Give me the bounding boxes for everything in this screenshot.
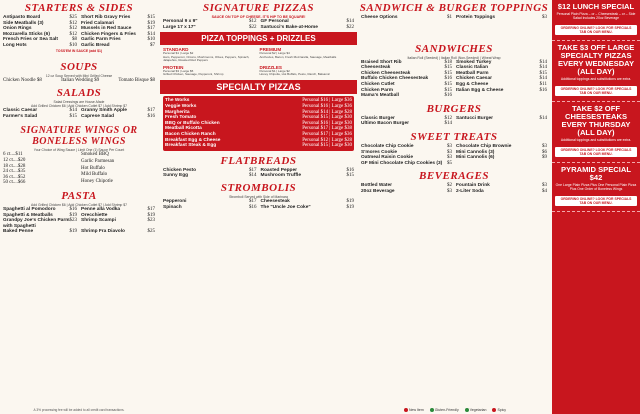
menu-item-name: Fountain Drink: [456, 183, 490, 189]
menu-item-price: $16: [147, 113, 155, 119]
menu-item-name: Cheesesteak: [361, 65, 391, 71]
flatbreads-heading: FLATBREADS: [220, 154, 297, 167]
menu-item-name: Personal 9 x 9": [163, 19, 198, 25]
menu-item-price: $3: [542, 183, 547, 189]
signature-pizza-subtitle: SAUCE ON TOP OF CHEESE. IT'S HIP TO BE SQUARE!: [211, 15, 306, 19]
salads-note: Salad Dressings are House-Made: [53, 100, 105, 105]
menu-item-price: $12: [249, 19, 257, 25]
menu-item-name: Classic Burger: [361, 115, 395, 121]
menu-item-price: $15: [69, 113, 77, 119]
protein-toppings: Protein Toppings $3: [456, 15, 547, 20]
stromboli-list: [160, 199, 357, 210]
menu-item-price: $25: [147, 229, 155, 235]
topping-label: STANDARD: [163, 47, 189, 53]
menu-item-name: Grandpy Joe's Chicken Parm with Spaghetti: [3, 218, 70, 229]
menu-item-name: Mini Cannolis (6): [456, 155, 495, 161]
menu-item-price: $6: [542, 149, 547, 155]
menu-item-price: $19: [69, 212, 77, 218]
legend-dot-icon: [492, 408, 496, 412]
menu-item-name: Spaghetti & Meatballs: [3, 212, 53, 218]
menu-item-name: Fried Calamari: [81, 20, 115, 26]
wing-sauce: Smoked BBQ: [81, 152, 109, 158]
menu-item-price: $15: [444, 81, 452, 87]
menu-item-name: Garlic Parm Fries: [81, 37, 121, 43]
menu-item-price: $19: [147, 20, 155, 26]
menu-item-price: $12: [444, 115, 452, 121]
promo-order-online[interactable]: ORDERING ONLINE? LOOK FOR SPECIALS TAB ON OUR MENU.: [555, 147, 637, 157]
menu-item-name: Farmer's Salad: [3, 113, 38, 119]
menu-item-price: $5: [447, 160, 452, 166]
starters-heading: STARTERS & SIDES: [24, 2, 134, 14]
pasta-heading: PASTA: [61, 189, 97, 202]
beverages-heading: BEVERAGES: [419, 170, 489, 183]
topping-group: [260, 65, 355, 77]
menu-item-name: Short Rib Gravy Fries: [81, 15, 131, 20]
menu-item-name: Meatball Ricotta: [165, 126, 202, 132]
topping-label: PROTEIN: [163, 64, 184, 70]
menu-item-price: $14: [539, 76, 547, 82]
menu-item: [261, 205, 355, 211]
legend-dot-icon: [430, 408, 434, 412]
menu-item-name: Garlic Bread: [81, 42, 110, 48]
menu-item-price: Personal $17 | Large $36: [302, 131, 352, 137]
menu-item-price: $17: [147, 108, 155, 114]
stromboli-heading: STROMBOLIS: [220, 181, 297, 194]
sandwich-toppings-heading: SANDWICH & BURGER TOPPINGS: [359, 2, 549, 14]
menu-item-price: $16: [346, 167, 354, 173]
menu-item-name: Shrimp Scampi: [81, 218, 116, 224]
menu-item-price: $17: [147, 26, 155, 32]
toppings-list: [160, 47, 357, 76]
menu-item-name: Fresh Tomato: [165, 115, 197, 121]
wings-note: Your Choice of Wing Sauce | Limit One (1) Sauce Per Count: [33, 148, 125, 153]
legend-label: Gluten-Friendly: [434, 407, 459, 412]
beverages-list: [358, 183, 550, 194]
menu-item-price: Personal $12 | Large $28: [302, 137, 352, 143]
menu-item-name: Classic Italian: [456, 65, 488, 71]
menu-item: [456, 88, 547, 94]
topping-text: Grilled Chicken, Sausage, Pepperoni, Shrimp: [163, 72, 224, 77]
menu-item-price: $25: [69, 15, 77, 20]
wing-count: 24 ct....$35: [3, 169, 26, 175]
topping-group: [163, 65, 258, 77]
wing-sauce: Mild Buffalo: [81, 172, 108, 178]
topping-label: DRIZZLES: [259, 64, 282, 70]
topping-text: Ham, Pepperoni, Onions, Mushrooms, Olives, Peppers, Spinach, Jalapeños, Roasted Red Peppers: [163, 54, 250, 63]
flatbreads-list: [160, 168, 357, 179]
menu-item-name: Mozzarella Sticks (6): [3, 31, 50, 37]
menu-item-price: $7: [150, 42, 155, 48]
menu-item: [361, 93, 452, 99]
menu-item-name: Chocolate Chip Cookie: [361, 143, 414, 149]
starters-list: [0, 15, 158, 49]
promo-block: [552, 41, 640, 102]
menu-item-price: $16: [249, 204, 257, 210]
menu-item: [3, 114, 77, 120]
menu-item-price: $22: [249, 24, 257, 30]
menu-item-name: 2-Liter Soda: [456, 188, 484, 194]
menu-item: [361, 189, 452, 195]
wing-sauce: Garlic Parmesan: [81, 159, 115, 165]
legend-dot-icon: [465, 408, 469, 412]
menu-item-price: $15: [346, 173, 354, 179]
menu-item-name: Side Meatballs (3): [3, 20, 44, 26]
soup-item: Italian Wedding $9: [61, 77, 100, 83]
specialty-heading: SPECIALTY PIZZAS: [160, 80, 357, 94]
menu-item-price: $14: [69, 108, 77, 114]
promo-title: TAKE $3 OFF LARGE SPECIALTY PIZZAS EVERY WEDNESDAY (ALL DAY): [557, 43, 635, 76]
column-right: [358, 0, 550, 414]
menu-item-name: Chicken Fingers & Fries: [81, 31, 136, 37]
topping-text: Anchovies, Bacon, Fresh Mozzarella, Sausage, Meatballs: [259, 54, 337, 59]
menu-item: [361, 161, 452, 167]
sandwiches-heading: SANDWICHES: [415, 42, 493, 55]
menu-item-price: $14: [539, 65, 547, 71]
topping-price: Personal $1 | Large $2: [163, 51, 194, 56]
menu-item-name: Veggie Works: [165, 104, 197, 110]
signature-pizza-heading: SIGNATURE PIZZAS: [203, 2, 314, 14]
wing-count: 12 ct....$20: [3, 157, 26, 163]
specials-column: [552, 0, 640, 414]
menu-item-price: $15: [147, 15, 155, 20]
toppings-heading: PIZZA TOPPINGS + DRIZZLES: [160, 32, 357, 45]
menu-item-name: Spinach: [163, 204, 182, 210]
promo-order-online[interactable]: ORDERING ONLINE? LOOK FOR SPECIALS TAB ON OUR MENU.: [555, 86, 637, 96]
promo-block: [552, 102, 640, 163]
promo-subtitle: Additional toppings and substitutions are extra.: [560, 77, 632, 81]
menu-item-price: $19: [69, 229, 77, 235]
promo-title: $12 LUNCH SPECIAL: [557, 2, 635, 11]
menu-item-price: $14: [346, 19, 354, 25]
promo-subtitle: Additional toppings and substitutions are extra.: [560, 138, 632, 142]
wing-count: 6 ct....$11: [3, 152, 23, 158]
menu-item-price: $12: [69, 31, 77, 37]
wing-sauce: Hot Buffalo: [81, 165, 105, 171]
menu-item-name: Santucci Burger: [456, 115, 494, 121]
menu-item-price: $18: [444, 59, 452, 65]
menu-item-name: Bottled Water: [361, 183, 393, 189]
menu-item-price: $14: [249, 173, 257, 179]
menu-item: [163, 173, 257, 179]
menu-item-price: $23: [69, 218, 77, 224]
menu-item: [81, 229, 155, 235]
promo-order-online[interactable]: ORDERING ONLINE? LOOK FOR SPECIALS TAB ON OUR MENU.: [555, 25, 637, 35]
sandwiches-note: Italian Roll (Seeded) | Italian Roll (Non-Seeded) | Wheat Wrap: [407, 55, 501, 60]
topping-price: Personal $1 | Large $2: [259, 68, 290, 73]
promo-block: [552, 0, 640, 41]
salads-list: [0, 108, 158, 119]
menu-item: [3, 229, 77, 235]
menu-item-name: Chicken Caesar: [456, 76, 492, 82]
menu-item-name: GF Personal: [260, 19, 289, 25]
menu-item: [456, 116, 547, 122]
menu-item: [456, 189, 547, 195]
promo-subtitle: Personal Plain Pizza – or – Cheesesteak – or – Side Salad Includes 20oz Beverage: [556, 12, 636, 20]
topping-price: Personal $3 | Large $5: [163, 68, 194, 73]
menu-item-name: Penne alla Vodka: [81, 206, 121, 212]
toss-note: TOSS'EM IN SAUCE (add $1): [55, 48, 103, 53]
menu-item: [81, 43, 155, 49]
menu-item-price: $16: [539, 87, 547, 93]
menu-item-name: Onion Rings: [3, 26, 32, 32]
menu-item-name: Margherita: [165, 109, 190, 115]
menu-item: [361, 121, 452, 127]
menu-item-price: $23: [147, 218, 155, 224]
menu-item-price: $22: [346, 24, 354, 30]
menu-item-price: Personal $16 | Large $36: [302, 98, 352, 104]
signature-pizza-list: [160, 19, 357, 30]
menu-item-price: $3: [447, 155, 452, 161]
menu-item-name: Sunny Egg: [163, 173, 189, 179]
wing-count: 50 ct....$66: [3, 180, 26, 186]
pasta-list: [0, 207, 158, 235]
menu-item: [81, 218, 155, 229]
menu-item-name: Long Hots: [3, 42, 27, 48]
menu-item-price: $17: [147, 206, 155, 212]
menu-item-price: $10: [147, 37, 155, 43]
menu-item-name: Spaghetti al Pomodoro: [3, 206, 56, 212]
topping-text: Honey Chipotle, Hot Buffalo, Pesto, Ranch, Balsamic: [259, 72, 330, 77]
legend-label: Vegetarian: [469, 407, 487, 412]
promo-title: TAKE $2 OFF CHEESESTEAKS EVERY THURSDAY (ALL DAY): [561, 104, 631, 137]
menu-item-name: Meatball Parm: [456, 70, 489, 76]
menu-item-name: BBQ or Buffalo Chicken: [165, 120, 220, 126]
menu-item-name: Chicken Parm: [361, 87, 393, 93]
menu-item-name: Chocolate Chip Brownie: [456, 143, 512, 149]
wing-sauce: Honey Chipotle: [81, 179, 113, 185]
menu-item-price: $16: [444, 76, 452, 82]
menu-item-price: $11: [539, 81, 547, 87]
specialty-list: [165, 98, 352, 148]
menu-item-name: Baked Penne: [3, 229, 34, 235]
menu-item-price: $15: [444, 87, 452, 93]
soups-list: [0, 78, 158, 84]
menu-item-price: Personal $15 | Large $30: [302, 143, 352, 149]
menu-item: [261, 173, 355, 179]
menu-item-name: Pepperoni: [163, 198, 187, 204]
menu-item-price: $14: [539, 115, 547, 121]
legend: [360, 408, 550, 412]
soups-heading: SOUPS: [60, 60, 98, 73]
menu-item-name: The Works: [165, 98, 190, 104]
promo-subtitle: One Large Plain Pizza Plus One Personal Plain Pizza Plus One Order of Boneless Wings: [555, 183, 637, 191]
legend-item: [492, 408, 506, 412]
menu-item-price: $2: [447, 183, 452, 189]
menu-item-name: French Fries or Sea Salt: [3, 37, 58, 43]
soup-item: Tomato Bisque $8: [118, 77, 155, 83]
menu-item: [456, 155, 547, 161]
menu-item-name: Bacon Chicken Ranch: [165, 131, 216, 137]
menu-item-name: Buffalo Chicken Cheesesteak: [361, 76, 429, 82]
menu-item-price: $16: [69, 206, 77, 212]
legend-label: New Item: [408, 407, 424, 412]
menu-item-price: $17: [249, 198, 257, 204]
promo-order-online[interactable]: ORDERING ONLINE? LOOK FOR SPECIALS TAB ON OUR MENU.: [555, 196, 637, 206]
menu-item-name: S'mores Cookie: [361, 149, 398, 155]
menu-item-name: Chicken Cheesesteak: [361, 70, 411, 76]
legend-item: [430, 408, 459, 412]
menu-item-name: Santucci's Bake-at-Home: [260, 24, 318, 30]
menu-item-price: $19: [147, 212, 155, 218]
menu-item-price: $14: [444, 121, 452, 127]
menu-item-price: $9: [542, 155, 547, 161]
stromboli-note: Stromboli Served with Side of Marinara: [229, 194, 288, 199]
legend-dot-icon: [404, 408, 408, 412]
menu-item-price: $3: [542, 143, 547, 149]
cheese-options: Cheese Options $1: [361, 15, 452, 20]
menu-item-name: Breakfast Egg & Cheese: [165, 137, 221, 143]
menu-item-name: Egg & Cheese: [456, 81, 489, 87]
menu-item-price: $3: [447, 188, 452, 194]
footer-note: A 3% processing fee will be added to all credit card transactions.: [33, 408, 125, 412]
menu-item-price: $4: [542, 188, 547, 194]
specialty-box: [163, 96, 354, 150]
menu-item-name: GF Mini Chocolate Chip Cookies (3): [361, 160, 443, 166]
legend-label: Spicy: [497, 407, 507, 412]
menu-item-name: Caprese Salad: [81, 113, 115, 119]
menu-item-name: The "Uncle Joe Coke": [260, 204, 311, 210]
menu-item-price: $12: [69, 20, 77, 26]
menu-item-name: Granny Smith Apple: [81, 108, 127, 114]
column-center: [160, 0, 357, 414]
legend-item: [465, 408, 487, 412]
menu-item-name: Orecchiette: [81, 212, 108, 218]
menu-item-price: $19: [346, 198, 354, 204]
topping-group: [260, 47, 355, 62]
menu-item-price: $8: [72, 37, 77, 43]
wings-counts: [3, 152, 77, 186]
menu-item-price: $15: [539, 70, 547, 76]
menu-item-name: Large 17 x 17": [163, 24, 196, 30]
legend-item: [404, 408, 424, 412]
menu-item: [165, 143, 352, 149]
menu-item-name: Oatmeal Raisin Cookie: [361, 155, 413, 161]
burgers-heading: BURGERS: [426, 102, 482, 115]
menu-item: [3, 218, 77, 229]
menu-item-price: $12: [69, 26, 77, 32]
menu-item-price: $15: [444, 70, 452, 76]
burgers-list: [358, 116, 550, 127]
sandwich-toppings-list: [358, 15, 550, 21]
topping-group: [163, 47, 258, 62]
menu-item-price: Personal $16 | Large $36: [302, 104, 352, 110]
salads-addons: Add Grilled Chicken $6 | Add Chicken Cutlet $7 | Add Shrimp $7: [31, 104, 127, 109]
sweets-list: [358, 144, 550, 166]
menu-item-name: Shrimp Fra Diavolo: [81, 229, 125, 235]
menu-item: [163, 205, 257, 211]
column-left: [0, 0, 158, 414]
menu-item-price: $10: [69, 42, 77, 48]
menu-item-price: $15: [444, 65, 452, 71]
menu-item-name: Classic Caesar: [3, 108, 38, 114]
menu-item-name: Braised Short Rib: [361, 59, 402, 65]
menu-item-name: Breakfast Steak & Egg: [165, 143, 217, 149]
menu-item-name: Roasted Pepper: [260, 167, 298, 173]
menu-item-name: 20oz Beverage: [361, 188, 395, 194]
menu-item: [81, 114, 155, 120]
topping-label: PREMIUM: [259, 47, 282, 53]
soups-note: 12 oz Soup Served with Mini Grilled Cheese: [45, 73, 113, 78]
menu-item-name: Cheesesteak: [260, 198, 290, 204]
menu-item-name: Chicken Pesto: [163, 167, 197, 173]
menu-item: [163, 25, 257, 31]
menu-item-name: Antipasto Board: [3, 15, 41, 20]
promo-block: [552, 163, 640, 212]
menu-item-price: $16: [444, 93, 452, 99]
menu-item-name: Italian Egg & Cheese: [456, 87, 504, 93]
menu-item-price: $14: [147, 31, 155, 37]
menu-item-price: Personal $16 | Large $30: [302, 120, 352, 126]
menu-item-price: Personal $14 | Large $28: [302, 109, 352, 115]
sweets-heading: SWEET TREATS: [410, 130, 498, 143]
menu-item-price: $17: [249, 167, 257, 173]
menu-item-price: $19: [346, 204, 354, 210]
menu-item-name: Ultimo Bacon Burger: [361, 121, 409, 127]
menu-item-price: $14: [539, 59, 547, 65]
menu-item-name: Chicken Cutlet: [361, 81, 395, 87]
menu-item-name: Mama's Meatball: [361, 93, 399, 99]
promo-title: PYRAMID SPECIAL $42: [560, 165, 632, 182]
wings-heading: SIGNATURE WINGS OR BONELESS WINGS: [20, 125, 138, 148]
topping-price: Personal $2 | Large $4: [259, 51, 290, 56]
menu-item-price: Personal $17 | Large $38: [302, 126, 352, 132]
menu-item-price: $3: [447, 143, 452, 149]
wings-sauces: [81, 152, 155, 186]
soup-item: Chicken Noodle $8: [3, 77, 42, 83]
salads-heading: SALADS: [56, 87, 102, 100]
wing-count: 18 ct....$28: [3, 163, 26, 169]
sandwiches-list: [358, 60, 550, 99]
pasta-addons: Add Grilled Chicken $6 | Add Chicken Cutlet $7 | Add Shrimp $7: [31, 202, 127, 207]
wing-count: 36 ct....$52: [3, 174, 26, 180]
menu-item-price: Personal $15 | Large $30: [302, 115, 352, 121]
menu-item: [261, 25, 355, 31]
menu-item: [3, 43, 77, 49]
menu-item-name: Mushroom Truffle: [260, 173, 302, 179]
menu-item-name: Mussels in Red Sauce: [81, 26, 132, 32]
menu-item-name: Smoked Turkey: [456, 59, 492, 65]
menu-item-price: $3: [447, 149, 452, 155]
menu-item-name: Mini Cannolis (3): [456, 149, 495, 155]
